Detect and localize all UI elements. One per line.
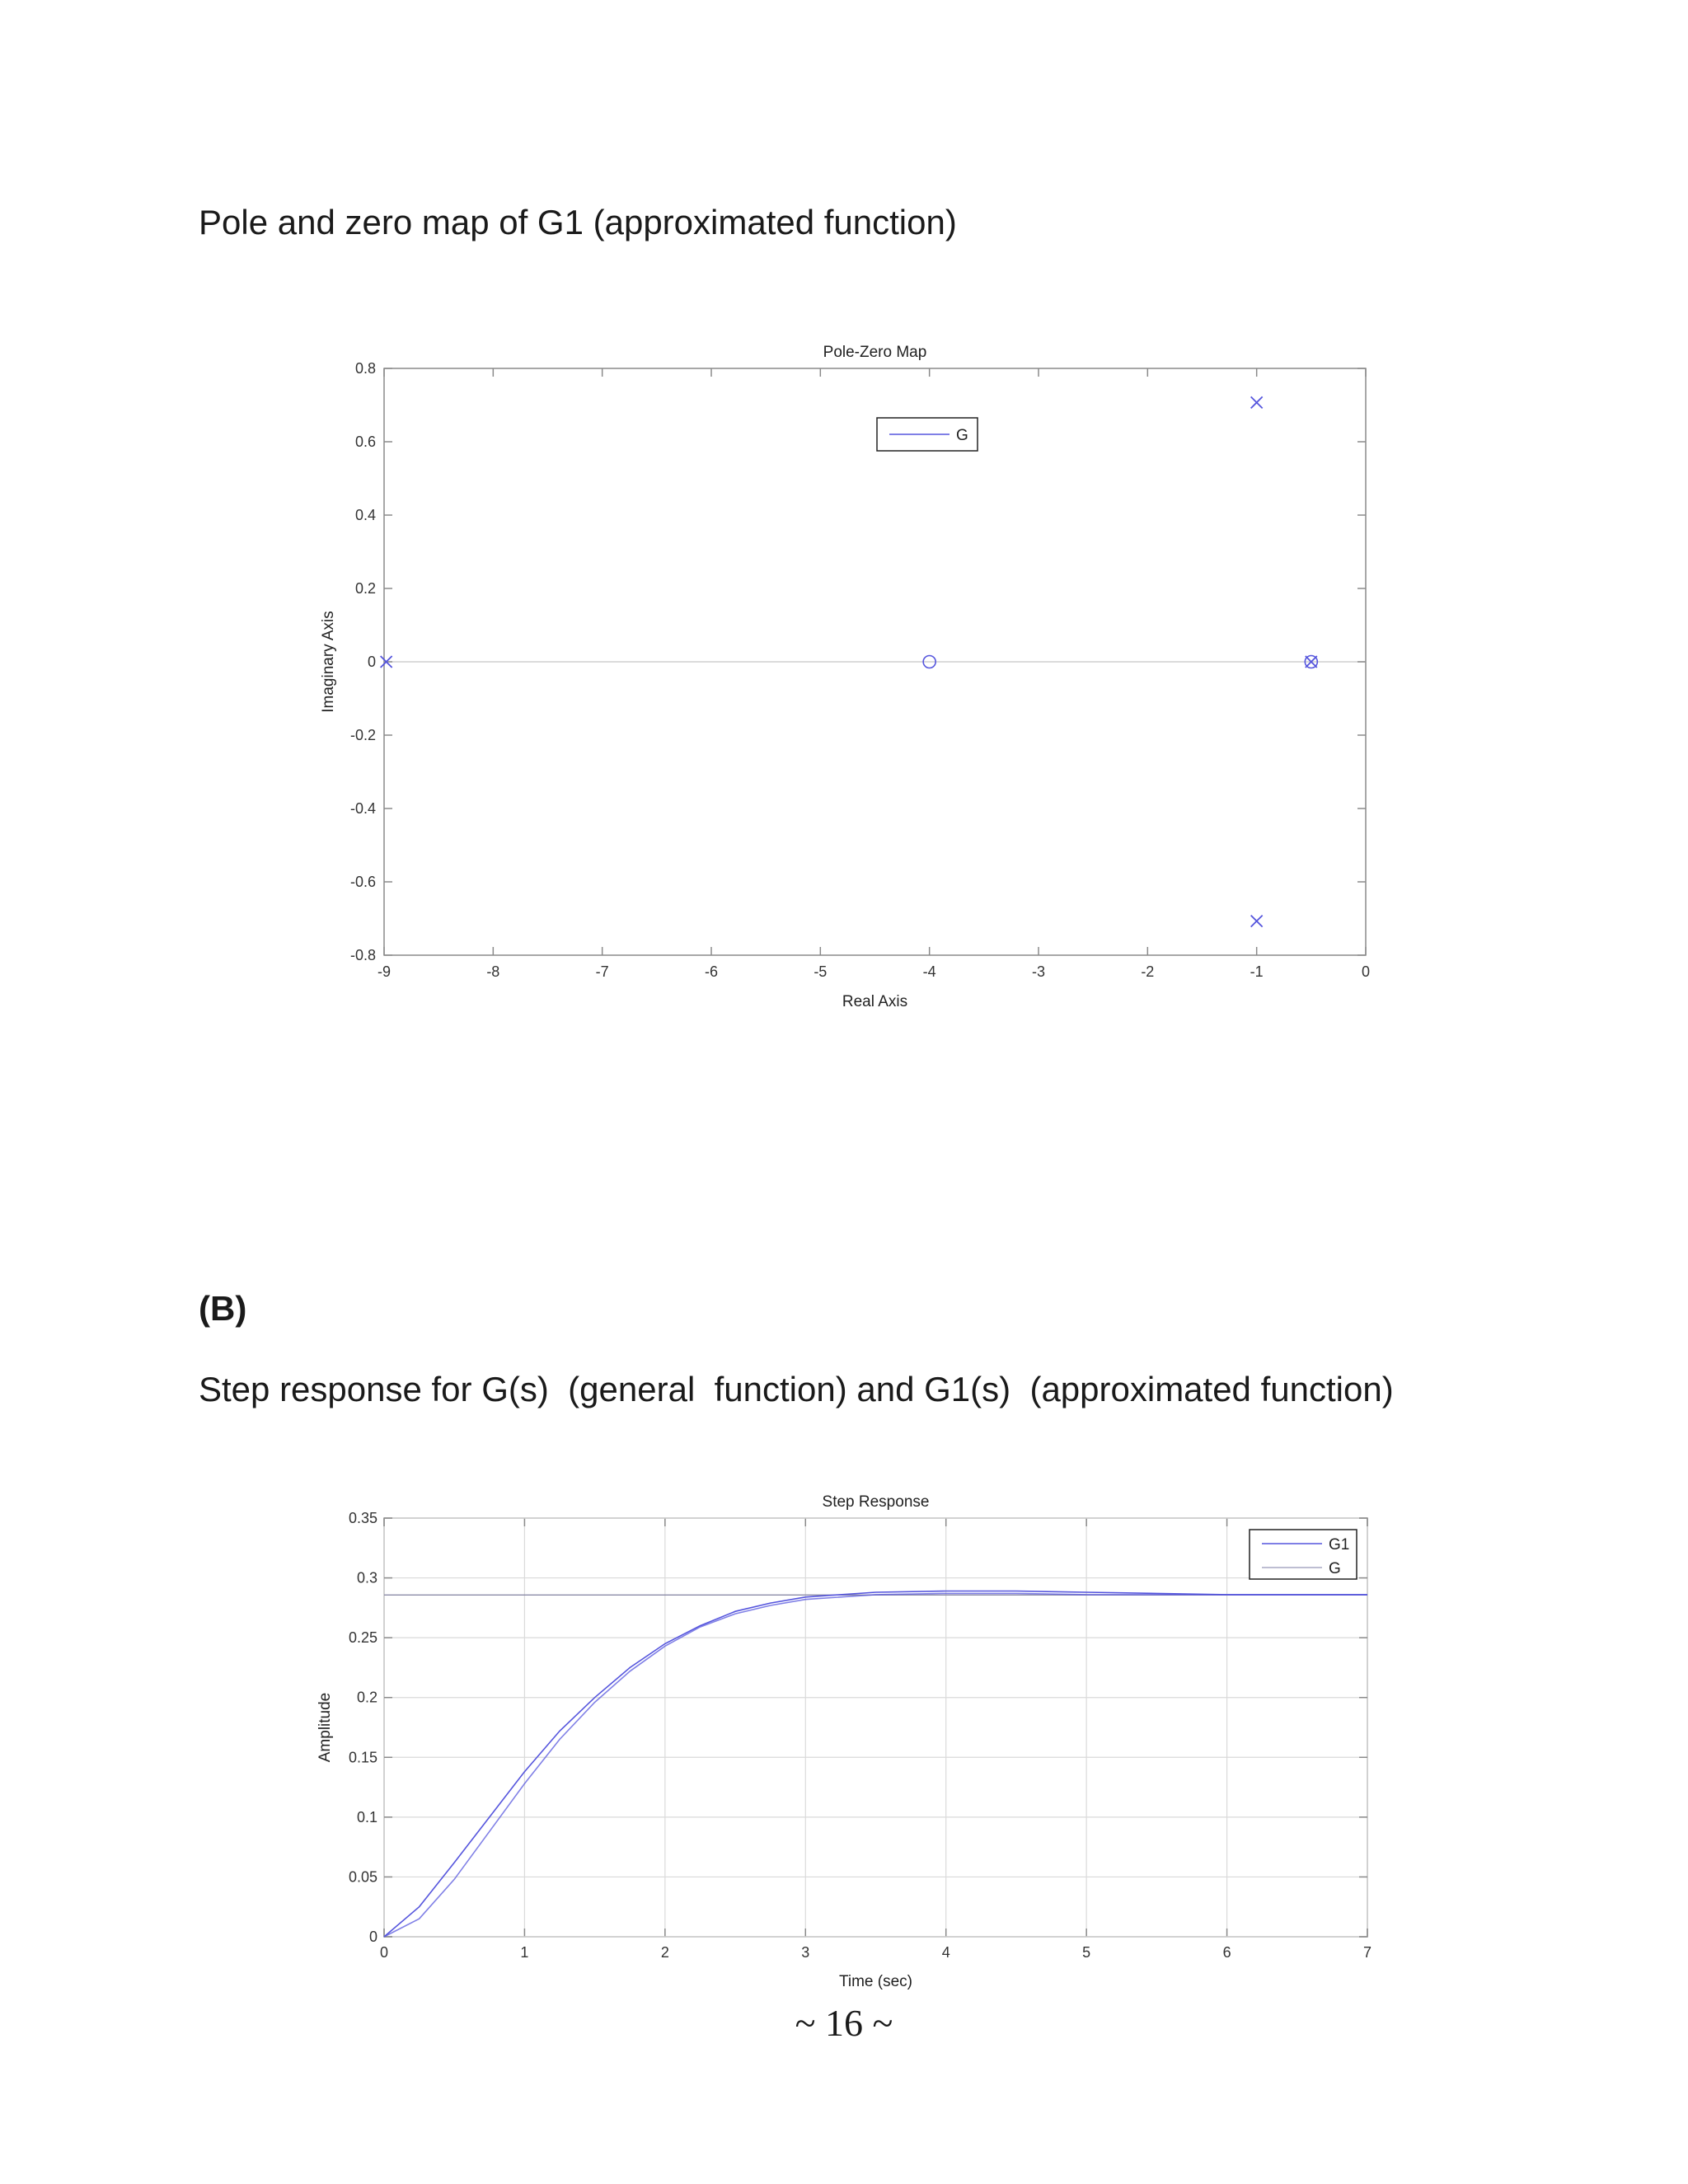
x-tick-label: -1 (1250, 963, 1264, 980)
x-axis-label: Real Axis (842, 993, 908, 1010)
y-tick-label: -0.6 (349, 874, 376, 890)
y-tick-label: 0.05 (348, 1868, 377, 1886)
y-tick-label: 0 (368, 1929, 377, 1945)
y-tick-label: -0.4 (349, 800, 376, 817)
x-tick-label: -5 (814, 963, 828, 980)
x-tick-label: 4 (941, 1944, 950, 1961)
y-tick-label: 0.6 (354, 434, 376, 450)
x-tick-label: 3 (801, 1944, 810, 1961)
x-tick-label: 2 (660, 1944, 669, 1961)
y-tick-label: 0.2 (354, 580, 376, 597)
chart-title: Step Response (822, 1493, 930, 1511)
chart-title: Pole-Zero Map (823, 344, 927, 361)
y-tick-label: 0.1 (356, 1808, 377, 1825)
plot-area (384, 1518, 1367, 1937)
step-response-chart (0, 1479, 1688, 2007)
y-tick-label: 0.4 (354, 507, 376, 523)
legend-label: G (1329, 1560, 1341, 1577)
step-response-caption: Step response for G(s) (general function) and G1(s) (approximated function) (199, 1370, 1394, 1408)
x-tick-label: 7 (1362, 1944, 1372, 1961)
x-tick-label: -7 (595, 963, 609, 980)
y-tick-label: 0.2 (356, 1689, 377, 1706)
section-label: (B) (199, 1289, 247, 1328)
x-tick-label: 1 (520, 1944, 529, 1961)
x-tick-label: -4 (922, 963, 936, 980)
y-tick-label: 0.15 (348, 1749, 377, 1766)
y-tick-label: 0.8 (354, 360, 376, 377)
x-tick-label: 6 (1222, 1944, 1231, 1961)
y-tick-label: 0 (367, 654, 376, 670)
y-axis-label: Amplitude (316, 1692, 334, 1763)
x-tick-label: -9 (377, 963, 392, 980)
x-tick-label: -8 (486, 963, 500, 980)
y-tick-label: 0.3 (356, 1569, 377, 1586)
x-tick-label: -3 (1031, 963, 1046, 980)
x-tick-label: 0 (1361, 963, 1371, 980)
y-tick-label: 0.25 (348, 1629, 377, 1647)
legend-label: G (956, 427, 968, 444)
y-tick-label: -0.2 (349, 727, 376, 743)
page-number: ~ 16 ~ (795, 2002, 893, 2044)
y-tick-label: -0.8 (349, 947, 376, 963)
y-axis-label: Imaginary Axis (320, 611, 337, 713)
pz-map-caption: Pole and zero map of G1 (approximated function) (199, 203, 957, 241)
x-tick-label: 0 (379, 1944, 389, 1961)
x-tick-label: -6 (704, 963, 719, 980)
x-axis-label: Time (sec) (838, 1973, 913, 1990)
x-tick-label: -2 (1141, 963, 1155, 980)
pole-zero-map-chart (0, 330, 1688, 1038)
y-tick-label: 0.35 (348, 1510, 377, 1526)
x-tick-label: 5 (1082, 1944, 1091, 1961)
legend-label: G1 (1329, 1536, 1350, 1554)
